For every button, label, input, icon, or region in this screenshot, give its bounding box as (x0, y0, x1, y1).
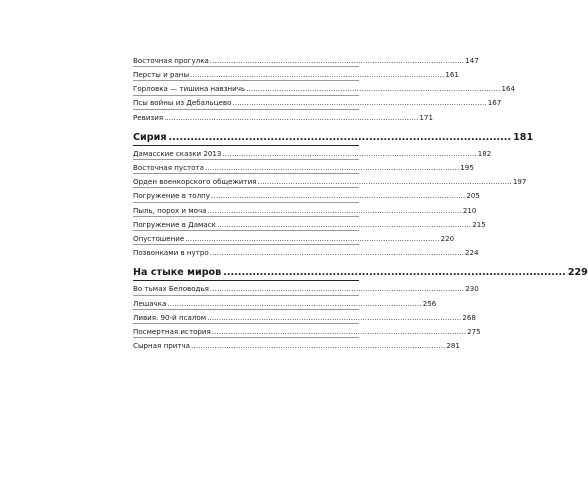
toc-entry-page: 224 (465, 248, 479, 258)
dot-leader: ............................................................................................................ (209, 284, 465, 294)
toc-entry-pyl-poroh[interactable] (133, 203, 477, 217)
toc-entry-page: 281 (446, 341, 460, 351)
toc-entry-page: 256 (422, 298, 437, 308)
toc-entry-page: 205 (466, 191, 480, 201)
toc-entry-page: 161 (445, 70, 459, 80)
toc-entry-gorlovka[interactable] (133, 81, 515, 95)
toc-entry-title: Орден военкорского общежития (133, 177, 257, 187)
toc-entry-vostochnaya-pustota[interactable] (133, 160, 474, 174)
dot-leader: ............................................................................................................ (191, 341, 446, 351)
dot-leader: ............................................................................................................ (207, 205, 462, 215)
toc-entry-pozvonkami[interactable] (133, 245, 479, 258)
dot-leader: ............................................................................................................ (211, 326, 467, 336)
dot-leader: ............................................................................................................ (190, 70, 445, 80)
toc-entry-title: Восточная пустота (133, 163, 204, 173)
toc-entry-vostochnaya-progulka[interactable] (133, 53, 479, 67)
table-of-contents (133, 53, 588, 351)
toc-entry-title: Опустошение (133, 233, 185, 243)
toc-entry-title: Во тьмах Беловодья (133, 284, 209, 294)
toc-entry-title: Позвонками в нутро (133, 248, 209, 258)
toc-entry-leshachka[interactable] (133, 296, 437, 310)
toc-entry-title: Псы войны из Дебальцево (133, 98, 232, 108)
toc-entry-page: 275 (467, 326, 481, 336)
toc-entry-damasskie-skazki[interactable] (133, 146, 492, 160)
toc-entry-title: Дамасские сказки 2013 (133, 148, 222, 158)
dot-leader: ............................................................................................................ (207, 312, 462, 322)
toc-entry-title: Погружение в Дамаск (133, 219, 216, 229)
toc-entry-title: Сырная притча (133, 341, 190, 351)
dot-leader: ............................................................................................................ (167, 298, 422, 308)
dot-leader: ............................................................................................................ (232, 98, 487, 108)
dot-leader: ............................................................................................................ (164, 112, 419, 122)
dot-leader: ............................................................................................................ (204, 163, 460, 173)
toc-entry-title: Ревизия (133, 112, 164, 122)
toc-entry-syrnaya-pritcha[interactable] (133, 338, 460, 351)
dot-leader: .............................................................................................. (223, 267, 566, 279)
toc-entry-page: 182 (477, 148, 492, 158)
toc-entry-liviya[interactable] (133, 310, 476, 324)
toc-entry-title: Горловка — тишина навзничь (133, 84, 246, 94)
toc-section-siriya[interactable] (133, 131, 534, 146)
toc-entry-page: 210 (462, 205, 477, 215)
section-title: На стыке миров (133, 267, 222, 279)
toc-entry-page: 220 (440, 233, 455, 243)
dot-leader: ............................................................................................................ (185, 233, 440, 243)
toc-entry-page: 268 (462, 312, 476, 322)
toc-entry-page: 167 (487, 98, 502, 108)
dot-leader: ............................................................................................................ (211, 191, 466, 201)
toc-entry-page: 197 (512, 177, 527, 187)
toc-entry-page: 215 (472, 219, 486, 229)
toc-entry-opustoshenie[interactable] (133, 231, 455, 245)
toc-entry-title: Ливия. 90-й псалом (133, 312, 207, 322)
toc-entry-title: Восточная прогулка (133, 55, 209, 65)
toc-entry-vo-tmah-belovodya[interactable] (133, 281, 479, 295)
toc-entry-page: 164 (501, 84, 515, 94)
toc-entry-posmertnaya-istoriya[interactable] (133, 324, 481, 338)
toc-entry-title: Лешачка (133, 298, 167, 308)
section-page: 229 (567, 267, 588, 279)
toc-entry-orden-voenkorskogo[interactable] (133, 174, 527, 188)
dot-leader: ............................................................................................................ (257, 177, 512, 187)
toc-entry-title: Персты и раны (133, 70, 190, 80)
toc-entry-page: 147 (465, 55, 479, 65)
section-page: 181 (513, 131, 534, 143)
dot-leader: .............................................................................................. (168, 131, 512, 143)
toc-section-na-styke-mirov[interactable] (133, 267, 588, 282)
dot-leader: ............................................................................................................ (246, 84, 501, 94)
dot-leader: ............................................................................................................ (209, 55, 465, 65)
toc-entry-psy-voyny[interactable] (133, 96, 502, 110)
dot-leader: ............................................................................................................ (222, 148, 477, 158)
toc-entry-persty-i-rany[interactable] (133, 67, 459, 81)
toc-entry-page: 195 (460, 163, 474, 173)
dot-leader: ............................................................................................................ (209, 248, 465, 258)
dot-leader: ............................................................................................................ (216, 219, 472, 229)
toc-entry-title: Пыль, порох и моча (133, 205, 207, 215)
toc-entry-pogruzhenie-v-damask[interactable] (133, 217, 486, 231)
toc-entry-page: 230 (465, 284, 479, 294)
toc-entry-title: Погружение в толпу (133, 191, 211, 201)
section-title: Сирия (133, 131, 167, 143)
toc-entry-reviziya[interactable] (133, 110, 433, 123)
toc-entry-page: 171 (419, 112, 433, 122)
toc-entry-pogruzhenie-v-tolpu[interactable] (133, 188, 480, 202)
toc-entry-title: Посмертная история (133, 326, 211, 336)
